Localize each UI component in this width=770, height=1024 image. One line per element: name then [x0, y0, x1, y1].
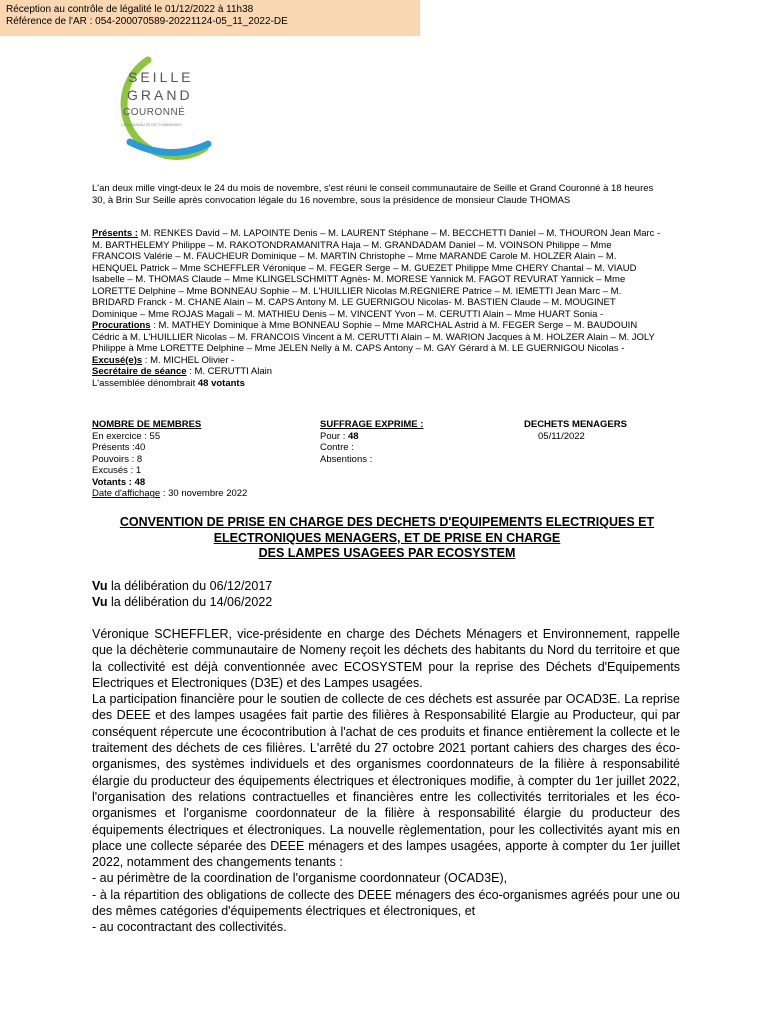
body-bullet-1: - au périmètre de la coordination de l'organisme coordonnateur (OCAD3E),	[92, 871, 508, 886]
suffrage-abstentions: Absentions :	[320, 453, 373, 465]
secretaire-name: : M. CERUTTI Alain	[186, 366, 273, 377]
stamp-line-1: Réception au contrôle de légalité le 01/12/2022 à 11h38	[6, 4, 254, 15]
body-paragraph-2: La participation financière pour le soutien de collecte de ces déchets est assurée par OCAD3E. La reprise des DEEE et des lampes usagées fait partie des filières à Responsabilité Elargie au Producteur, qui par conséquent répercute une écocontribution à l'achat de ces produits et finance entièrement la collecte et le traitement des déchets de ces filières. L'arrêté du 27 octobre 2021 portant cahiers des charges des éco-organismes, des systèmes individuels et des organismes coordonnateurs de la filière à responsabilité élargie du producteur des équipements électriques et électroniques modifie, à compter du 1er juillet 2022, l'organisation des relations contractuelles et financières entre les collectivités territoriales et les éco-organismes et l'organisme coordonnateur de la filière à responsabilité élargie du producteur des équipements électriques et électroniques. La nouvelle règlementation, pour les collectivités ayant mis en place une collecte séparée des DEEE ménagers et des lampes usagées, apporte à compter du 1er juillet 2022, notamment des changements tenants :	[92, 692, 680, 870]
vu-text: la délibération du 06/12/2017	[107, 579, 273, 593]
document-title	[92, 515, 682, 562]
affichage-label: Date d'affichage	[92, 488, 161, 499]
document-body	[92, 626, 680, 936]
vu-line-2	[92, 594, 272, 610]
assemblee-text: L'assemblée dénombrait	[92, 377, 198, 389]
pour-value: 48	[348, 430, 359, 442]
membres-excuses: Excusés : 1	[92, 465, 142, 476]
vu-text: la délibération du 14/06/2022	[107, 595, 273, 609]
vu-label: Vu	[92, 595, 108, 609]
suffrage-column	[320, 419, 510, 465]
body-bullet-3: - au cocontractant des collectivités.	[92, 920, 287, 935]
presents-list: M. RENKES David – M. LAPOINTE Denis – M. LAURENT Stéphane – M. BECCHETTI Daniel – M. THOURON Jean Marc -M. BARTHELEMY Philippe – M. RAKOTONDRAMANITRA Haja – M. GRANDADAM Daniel – M. VOINSON Philippe – Mme FRANCOIS Valérie – M. FAUCHEUR Dominique – M. MARTIN Christophe – Mme MARANDE Carole M. HOLZER Alain – M. HENQUEL Patrick – Mme SCHEFFLER Véronique – M. FEGER Serge – M. GUEZET Philippe Mme CHERY Chantal – M. VIAUD Isabelle – M. THOMAS Claude – Mme KLINGELSCHMITT Agnès- M. MORESE Yannick M. FAGOT REVURAT Yannick – Mme LORETTE Delphine – Mme BONNEAU Sophie – M. L'HUILLIER Nicolas M.REGNIERE Patrice – M. IEMETTI Jean Marc – M. BRIDARD Franck - M. CHANE Alain – M. CAPS Antony M. LE GUERNIGOU Nicolas- M. BASTIEN Claude – M. MOUGINET Dominique – Mme ROJAS Magali – M. MATHIEU Denis – M. VINCENT Yvon – M. CERUTTI Alain – Mme HUART Sonia -	[92, 228, 661, 320]
dechets-date: 05/11/2022	[538, 430, 585, 442]
membres-pouvoirs: Pouvoirs : 8	[92, 453, 143, 465]
body-paragraph-1: Véronique SCHEFFLER, vice-présidente en charge des Déchets Ménagers et Environnement, rappelle que la déchèterie communautaire de Nomeny reçoit les déchets des habitants du Nord du territoire et que la collectivité est déjà conventionnée avec ECOSYSTEM pour la reprise des Déchets d'Equipements Electriques et Electroniques (D3E) et des Lampes usagées.	[92, 627, 680, 690]
suffrage-header: SUFFRAGE EXPRIME :	[320, 419, 424, 430]
secretaire-label: Secrétaire de séance	[92, 366, 187, 377]
pour-label: Pour :	[320, 430, 348, 442]
logo-line-3: COURONNÉ	[123, 107, 186, 118]
vu-line-1	[92, 578, 272, 594]
stamp-line-2: Référence de l'AR : 054-200070589-20221124-05_11_2022-DE	[6, 16, 288, 27]
date-affichage	[92, 488, 312, 500]
affichage-value: : 30 novembre 2022	[160, 488, 248, 499]
logo-line-1: SEILLE	[128, 69, 194, 85]
dechets-header: DECHETS MENAGERS	[524, 419, 627, 430]
reception-stamp	[0, 0, 420, 36]
membres-exercice: En exercice : 55	[92, 430, 161, 442]
dechets-column	[524, 419, 674, 442]
seille-grand-couronne-logo	[90, 52, 220, 167]
excuses-list: : M. MICHEL Olivier -	[142, 354, 235, 366]
intro-paragraph: L'an deux mille vingt-deux le 24 du mois de novembre, s'est réuni le conseil communautaire de Seille et Grand Couronné à 18 heures 30, à Brin Sur Seille après convocation légale du 16 novembre, sous la présidence de monsieur Claude THOMAS	[92, 183, 654, 206]
suffrage-pour	[320, 431, 510, 443]
assemblee-count: 48 votants	[197, 377, 245, 389]
attendance-block	[92, 228, 662, 389]
excuses-label: Excusé(e)s	[92, 354, 143, 366]
procurations-list: : M. MATHEY Dominique à Mme BONNEAU Sophie – Mme MARCHAL Astrid à M. FEGER Serge – M. BAUDOUIN Cédric à M. L'HUILLIER Nicolas – M. FRANCOIS Vincent à M. CERUTTI Alain – M. WARION Jacques à M. HOLZER Alain – M. JOLY Philippe à Mme LORETTE Delphine – Mme JELEN Nelly à M. CAPS Antony – M. GAY Gérard à M. LE GUERNIGOU Nicolas -	[92, 320, 655, 354]
membres-column	[92, 419, 312, 500]
body-bullet-2: - à la répartition des obligations de collecte des DEEE ménagers des éco-organismes agréés pour une ou des mêmes catégories d'équipements électriques et électroniques, et	[92, 887, 680, 919]
title-line-2: ELECTRONIQUES MENAGERS, ET DE PRISE EN CHARGE	[213, 530, 561, 545]
title-line-1: CONVENTION DE PRISE EN CHARGE DES DECHETS D'EQUIPEMENTS ELECTRIQUES ET	[119, 515, 655, 529]
logo-line-2: GRAND	[127, 87, 193, 103]
membres-header: NOMBRE DE MEMBRES	[92, 419, 202, 430]
suffrage-contre: Contre :	[320, 442, 354, 453]
membres-votants: Votants : 48	[92, 476, 146, 488]
logo-tagline: COMMUNAUTÉ DE COMMUNES	[121, 122, 182, 127]
membres-presents: Présents :40	[92, 442, 146, 453]
logo-arc-icon	[90, 52, 220, 167]
title-line-3: DES LAMPES USAGEES PAR ECOSYSTEM	[258, 546, 516, 560]
vu-label: Vu	[92, 579, 108, 593]
presents-label: Présents :	[92, 228, 138, 239]
procurations-label: Procurations	[92, 320, 151, 331]
